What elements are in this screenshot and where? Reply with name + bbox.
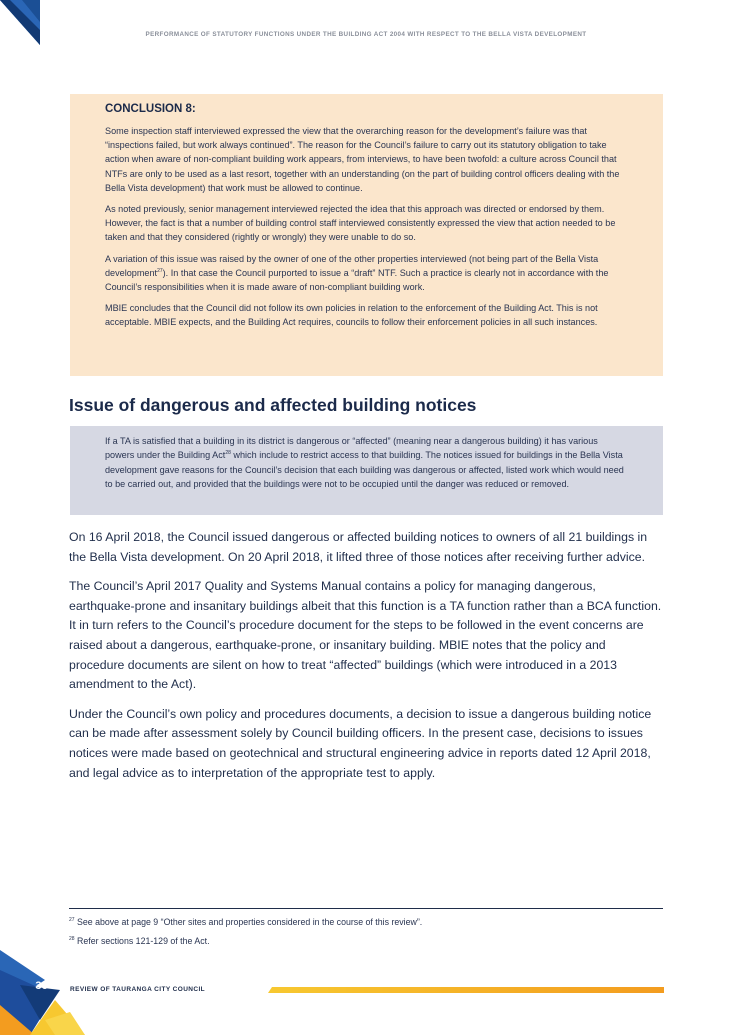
conclusion-paragraph: As noted previously, senior management interviewed rejected the idea that this approach was directed or endorsed by them. However, the fact is that a number of building control staff interviewed consistently expressed the view that action needed to be taken and that they considered (rightly or wrongly) they were unable to do so. <box>105 204 616 243</box>
corner-decoration-top <box>0 0 40 45</box>
footnote-divider <box>69 908 663 909</box>
page-number: 36 <box>35 980 48 992</box>
paragraph-text: which include to restrict access to that building. The notices issued for buildings in the Bella Vista development gave reasons for the Council’s decision that each building was dangerous or affected, listed work which would need to be carried out, and provided that the buildings were not to be occupied until the danger was reduced or removed. <box>105 450 624 490</box>
conclusion-paragraph: Some inspection staff interviewed expressed the view that the overarching reason for the development’s failure was that “inspections failed, but work always continued”. The reason for the Council’s failure to carry out its statutory obligation to take action when aware of non-compliant building work appears, from interviews, to have been twofold: a culture across Council that NTFs are only to be used as a last resort, together with an understanding (on the part of building control officers dealing with the Bella Vista development) that work must be allowed to continue. <box>105 126 620 193</box>
running-header: PERFORMANCE OF STATUTORY FUNCTIONS UNDER THE BUILDING ACT 2004 WITH RESPECT TO THE BELLA VISTA DEVELOPMENT <box>145 31 587 38</box>
body-text <box>69 528 664 793</box>
paragraph-text: A variation of this issue was raised by the owner of one of the other properties interviewed (not being part of the Bella Vista development <box>105 253 599 278</box>
conclusion-paragraph <box>105 252 629 295</box>
body-paragraph: Under the Council’s own policy and procedures documents, a decision to issue a dangerous building notice can be made after assessment solely by Council building officers. In the present case, decisions to issues notices were made based on geotechnical and structural engineering advice in reports dated 12 April 2018, and legal advice as to interpretation of the appropriate test to apply. <box>69 706 652 780</box>
body-paragraph: The Council’s April 2017 Quality and Systems Manual contains a policy for managing dangerous, earthquake-prone and insanitary buildings albeit that this function is a TA function rather than a BCA function. It in turn refers to the Council’s procedure document for the steps to be followed in the event concerns are raised about a dangerous, earthquake-prone, or insanitary building. MBIE notes that the policy and procedure documents are silent on how to treat “affected” buildings (which were introduced in a 2013 amendment to the Act). <box>69 578 662 692</box>
footnote-text: See above at page 9 “Other sites and properties considered in the course of this review”. <box>74 917 423 927</box>
footnote-ref[interactable]: 28 <box>225 450 231 457</box>
paragraph-text: If a TA is satisfied that a building in its district is dangerous or “affected” (meaning near a dangerous building) it has various powers under the Building Act <box>105 436 598 461</box>
running-footer: REVIEW OF TAURANGA CITY COUNCIL <box>70 986 206 993</box>
paragraph-text: ). In that case the Council purported to issue a “draft” NTF. Such a practice is clearly not in accordance with the Council’s responsibilities when it is made aware of non-compliant building work. <box>105 267 609 293</box>
footnote-text: Refer sections 121-129 of the Act. <box>74 936 210 946</box>
conclusion-title: CONCLUSION 8: <box>105 103 196 115</box>
footnote <box>69 935 663 947</box>
footnote-number: 28 <box>69 936 75 943</box>
conclusion-paragraph: MBIE concludes that the Council did not follow its own policies in relation to the enforcement of the Building Act. This is not acceptable. MBIE expects, and the Building Act requires, councils to follow their enforcement policies in all such instances. <box>105 303 598 328</box>
footnote-number: 27 <box>69 917 75 924</box>
footnote-ref[interactable]: 27 <box>157 267 163 274</box>
section-heading: Issue of dangerous and affected building notices <box>69 395 477 415</box>
footnote <box>69 916 663 928</box>
footer-accent-bar <box>268 986 664 994</box>
intro-paragraph <box>105 434 629 492</box>
intro-box <box>70 426 663 515</box>
body-paragraph: On 16 April 2018, the Council issued dangerous or affected building notices to owners of all 21 buildings in the Bella Vista development. On 20 April 2018, it lifted three of those notices after receiving further advice. <box>69 530 648 564</box>
conclusion-box <box>70 94 663 376</box>
footnotes <box>69 916 663 954</box>
